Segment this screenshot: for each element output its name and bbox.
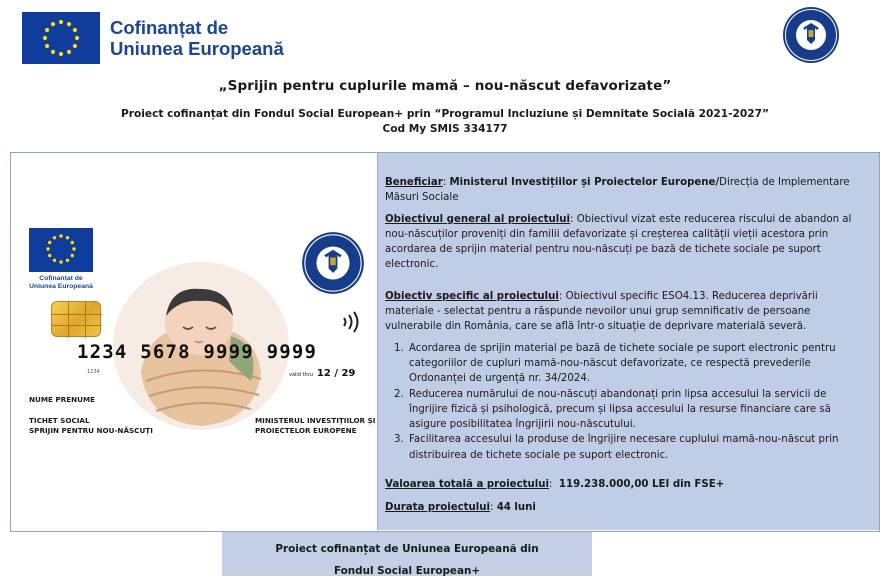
card-ministry-label xyxy=(255,416,375,436)
specific-objective-paragraph: Obiectiv specific al proiectului: Obiectivul specific ESO4.13. Reducerea deprivării materiale - selectat pentru a răspunde nevoilor unui grup semnificativ de persoane vulnerabile din România, care se află într-o situație de deprivare materială severă. xyxy=(385,290,818,333)
objectives-list xyxy=(407,341,865,463)
project-value-paragraph: Valoarea totală a proiectului: 119.238.000,00 LEI din FSE+ xyxy=(385,479,725,491)
main-panel xyxy=(10,152,880,532)
project-duration-label: Durata proiectului xyxy=(385,502,491,514)
project-duration: 44 luni xyxy=(496,502,536,514)
ministry-line1: MINISTERUL INVESTIȚIILOR ȘI xyxy=(255,416,376,425)
social-ticket-card xyxy=(11,153,377,530)
card-number: 1234 5678 9999 9999 xyxy=(77,341,318,363)
list-item: 3. Facilitarea accesului la produse de îngrijire necesare cuplului mamă-nou-născut prin distribuirea de tichete sociale pe suport electronic. xyxy=(407,432,865,463)
list-item: 2. Reducerea numărului de nou-născuți abandonați prin lipsa accesului la servicii de îngrijire fizică și psihologică, precum și lipsa accesului la resurse financiare care să asigure posibilitatea îngrijirii nou-născutului. xyxy=(407,387,865,433)
card-eu-flag-icon xyxy=(29,228,93,272)
card-eu-line2: Uniunea Europeană xyxy=(29,283,93,290)
general-objective-label: Obiectivul general al proiectului xyxy=(385,213,571,225)
smis-code: Cod My SMIS 334177 xyxy=(382,123,508,135)
footer-banner xyxy=(222,532,592,576)
gov-seal-icon xyxy=(782,6,840,64)
eu-flag-icon xyxy=(22,12,100,64)
card-expiry xyxy=(289,368,355,379)
beneficiary-name: Ministerul Investițiilor și Proiectelor Europene/ xyxy=(449,177,720,188)
list-item: 1. Acordarea de sprijin material pe bază de tichete sociale pe suport electronic pentru categoriilor de cupluri mamă-nou-născut defavorizate, ce respectă prevederile Ordonanței de urgență nr. 34/2024. xyxy=(407,341,865,387)
card-holder-name: NUME PRENUME xyxy=(29,395,96,404)
card-gov-seal-icon xyxy=(301,231,365,295)
general-objective-text: Obiectivul vizat este reducerea riscului de abandon al nou-născuților proveniți din familii defavorizate și creșterea calității vieții acestora prin acordarea de sprijin material pentru nou-născuți pe bază de tichete sociale pe suport electronic. xyxy=(385,213,852,271)
specific-objective-text: Obiectivul specific ESO4.13. Reducerea deprivării materiale - selectat pentru a răspunde nevoilor unui grup semnificativ de persoane vulnerabile din România, care se află într-o situație de deprivare materială severă. xyxy=(385,290,818,333)
project-duration-paragraph: Durata proiectului: 44 luni xyxy=(385,502,536,514)
footer-line1: Proiect cofinanțat de Uniunea Europeană din xyxy=(275,543,539,555)
ticket-line1: TICHET SOCIAL xyxy=(29,416,90,425)
ministry-line2: PROIECTELOR EUROPENE xyxy=(255,426,357,435)
beneficiary-paragraph: Beneficiar: Ministerul Investițiilor și Proiectelor Europene/Direcția de Implementare Măsuri Sociale xyxy=(385,177,850,204)
card-eu-logo xyxy=(29,228,93,291)
card-eu-text xyxy=(29,275,93,291)
eu-line1: Cofinanțat de xyxy=(110,17,229,38)
eu-line2: Uniunea Europeană xyxy=(110,38,284,59)
footer-line2: Fondul Social European+ xyxy=(333,565,481,577)
specific-objective-label: Obiectiv specific al proiectului xyxy=(385,290,559,302)
ticket-line2: SPRIJIN PENTRU NOU-NĂSCUȚI xyxy=(29,426,153,435)
eu-logo-text xyxy=(110,17,284,59)
project-value-label: Valoarea totală a proiectului xyxy=(385,479,549,491)
project-info xyxy=(377,153,879,530)
card-eu-line1: Cofinanțat de xyxy=(39,275,83,282)
project-value: 119.238.000,00 LEI din FSE+ xyxy=(558,479,725,491)
card-ticket-label xyxy=(29,416,153,436)
page-title: „Sprijin pentru cuplurile mamă – nou-născut defavorizate” xyxy=(218,78,672,94)
general-objective-paragraph: Obiectivul general al proiectului: Obiectivul vizat este reducerea riscului de abandon al nou-născuților proveniți din familii defavorizate și creșterea calității vieții acestora prin acordarea de sprijin material pentru nou-născuți pe bază de tichete sociale pe suport electronic. xyxy=(385,213,852,271)
project-subtitle: Proiect cofinanțat din Fondul Social European+ prin “Programul Incluziune și Demnitate Socială 2021-2027” xyxy=(120,108,769,120)
eu-logo xyxy=(22,12,284,64)
beneficiary-label: Beneficiar xyxy=(385,177,443,188)
card-short-number: 1234 xyxy=(87,369,100,375)
expiry-date: 12 / 29 xyxy=(316,368,356,379)
contactless-icon xyxy=(341,309,365,335)
beneficiary-direction: Direcția de Implementare Măsuri Sociale xyxy=(385,177,850,204)
valid-thru-label: valid thru xyxy=(289,372,313,378)
chip-icon xyxy=(51,301,101,337)
